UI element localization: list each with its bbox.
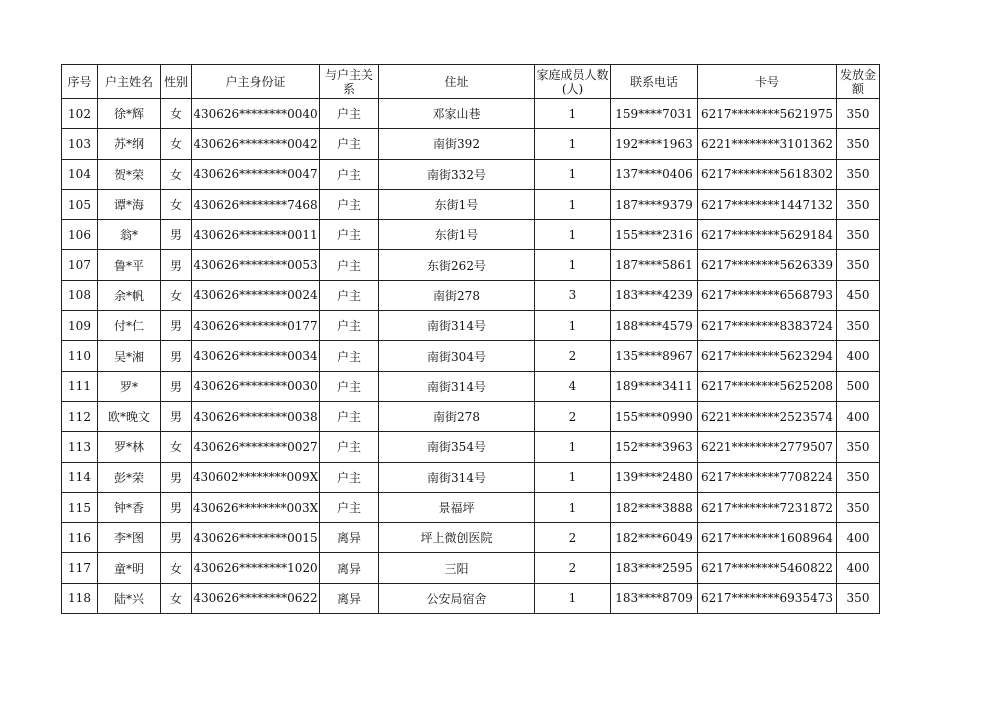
- cell-id: 430626********0011: [192, 220, 320, 250]
- cell-phone: 192****1963: [611, 129, 698, 159]
- cell-member-count: 1: [535, 189, 611, 219]
- cell-card: 6221********2523574: [698, 401, 837, 431]
- cell-address: 东街262号: [379, 250, 535, 280]
- cell-sex: 男: [161, 311, 192, 341]
- cell-id: 430626********0015: [192, 523, 320, 553]
- cell-name: 吴*湘: [98, 341, 161, 371]
- cell-id: 430626********0622: [192, 583, 320, 613]
- cell-address: 景福坪: [379, 492, 535, 522]
- cell-member-count: 2: [535, 553, 611, 583]
- cell-name: 彭*荣: [98, 462, 161, 492]
- table-row: [62, 129, 880, 159]
- header-name: 户主姓名: [98, 65, 161, 99]
- cell-name: 余*帆: [98, 280, 161, 310]
- cell-amount: 350: [837, 129, 880, 159]
- table-row: [62, 371, 880, 401]
- cell-name: 钟*香: [98, 492, 161, 522]
- cell-sex: 男: [161, 492, 192, 522]
- cell-seq: 117: [62, 553, 98, 583]
- cell-name: 苏*纲: [98, 129, 161, 159]
- cell-card: 6217********6935473: [698, 583, 837, 613]
- cell-seq: 113: [62, 432, 98, 462]
- cell-member-count: 2: [535, 401, 611, 431]
- cell-relation: 户主: [320, 129, 379, 159]
- cell-name: 罗*林: [98, 432, 161, 462]
- table-row: [62, 280, 880, 310]
- cell-sex: 女: [161, 159, 192, 189]
- cell-id: 430626********0027: [192, 432, 320, 462]
- cell-seq: 102: [62, 99, 98, 129]
- cell-seq: 106: [62, 220, 98, 250]
- cell-address: 南街314号: [379, 311, 535, 341]
- header-sex: 性别: [161, 65, 192, 99]
- cell-id: 430626********1020: [192, 553, 320, 583]
- cell-card: 6217********5623294: [698, 341, 837, 371]
- cell-address: 邓家山巷: [379, 99, 535, 129]
- cell-relation: 户主: [320, 159, 379, 189]
- cell-phone: 187****5861: [611, 250, 698, 280]
- table-row: [62, 159, 880, 189]
- cell-address: 南街332号: [379, 159, 535, 189]
- cell-address: 南街354号: [379, 432, 535, 462]
- table-row: [62, 341, 880, 371]
- cell-card: 6217********1608964: [698, 523, 837, 553]
- cell-member-count: 1: [535, 492, 611, 522]
- cell-sex: 男: [161, 371, 192, 401]
- cell-amount: 350: [837, 492, 880, 522]
- cell-card: 6217********6568793: [698, 280, 837, 310]
- table-row: [62, 583, 880, 613]
- cell-address: 南街314号: [379, 462, 535, 492]
- cell-phone: 135****8967: [611, 341, 698, 371]
- cell-seq: 107: [62, 250, 98, 280]
- cell-card: 6217********5618302: [698, 159, 837, 189]
- cell-address: 坪上微创医院: [379, 523, 535, 553]
- cell-member-count: 1: [535, 159, 611, 189]
- cell-id: 430626********0042: [192, 129, 320, 159]
- cell-sex: 女: [161, 129, 192, 159]
- cell-name: 鲁*平: [98, 250, 161, 280]
- cell-phone: 137****0406: [611, 159, 698, 189]
- cell-phone: 183****2595: [611, 553, 698, 583]
- cell-seq: 105: [62, 189, 98, 219]
- cell-id: 430602********009X: [192, 462, 320, 492]
- cell-card: 6217********7708224: [698, 462, 837, 492]
- cell-seq: 112: [62, 401, 98, 431]
- cell-address: 南街278: [379, 280, 535, 310]
- cell-card: 6221********3101362: [698, 129, 837, 159]
- cell-member-count: 1: [535, 432, 611, 462]
- cell-phone: 155****0990: [611, 401, 698, 431]
- cell-card: 6217********7231872: [698, 492, 837, 522]
- header-relation: 与户主关系: [320, 65, 379, 99]
- cell-member-count: 2: [535, 523, 611, 553]
- cell-address: 南街278: [379, 401, 535, 431]
- table-row: [62, 99, 880, 129]
- cell-sex: 女: [161, 432, 192, 462]
- cell-relation: 户主: [320, 432, 379, 462]
- cell-phone: 182****6049: [611, 523, 698, 553]
- table-row: [62, 523, 880, 553]
- cell-member-count: 1: [535, 129, 611, 159]
- cell-phone: 139****2480: [611, 462, 698, 492]
- cell-card: 6217********5626339: [698, 250, 837, 280]
- cell-card: 6217********1447132: [698, 189, 837, 219]
- cell-seq: 110: [62, 341, 98, 371]
- cell-relation: 离异: [320, 583, 379, 613]
- cell-sex: 男: [161, 220, 192, 250]
- cell-seq: 118: [62, 583, 98, 613]
- cell-address: 三阳: [379, 553, 535, 583]
- cell-sex: 男: [161, 462, 192, 492]
- cell-amount: 400: [837, 553, 880, 583]
- cell-seq: 111: [62, 371, 98, 401]
- cell-relation: 户主: [320, 99, 379, 129]
- cell-card: 6217********8383724: [698, 311, 837, 341]
- cell-amount: 400: [837, 401, 880, 431]
- cell-sex: 女: [161, 583, 192, 613]
- cell-amount: 400: [837, 523, 880, 553]
- cell-address: 公安局宿舍: [379, 583, 535, 613]
- table-row: [62, 401, 880, 431]
- cell-name: 罗*: [98, 371, 161, 401]
- household-table: [61, 64, 880, 614]
- cell-id: 430626********0053: [192, 250, 320, 280]
- cell-name: 付*仁: [98, 311, 161, 341]
- cell-address: 东街1号: [379, 220, 535, 250]
- table-row: [62, 311, 880, 341]
- cell-amount: 350: [837, 250, 880, 280]
- cell-name: 翁*: [98, 220, 161, 250]
- cell-phone: 183****4239: [611, 280, 698, 310]
- cell-phone: 189****3411: [611, 371, 698, 401]
- cell-relation: 离异: [320, 523, 379, 553]
- header-id: 户主身份证: [192, 65, 320, 99]
- cell-relation: 户主: [320, 220, 379, 250]
- cell-sex: 女: [161, 280, 192, 310]
- cell-relation: 户主: [320, 280, 379, 310]
- cell-id: 430626********003X: [192, 492, 320, 522]
- cell-seq: 115: [62, 492, 98, 522]
- cell-amount: 400: [837, 341, 880, 371]
- table-row: [62, 462, 880, 492]
- cell-member-count: 2: [535, 341, 611, 371]
- cell-phone: 152****3963: [611, 432, 698, 462]
- cell-address: 南街314号: [379, 371, 535, 401]
- cell-seq: 109: [62, 311, 98, 341]
- header-member-count: 家庭成员人数(人): [535, 65, 611, 99]
- cell-member-count: 1: [535, 583, 611, 613]
- cell-relation: 户主: [320, 462, 379, 492]
- cell-amount: 450: [837, 280, 880, 310]
- cell-amount: 350: [837, 462, 880, 492]
- cell-member-count: 1: [535, 311, 611, 341]
- table-row: [62, 189, 880, 219]
- cell-member-count: 3: [535, 280, 611, 310]
- cell-amount: 350: [837, 220, 880, 250]
- cell-relation: 户主: [320, 341, 379, 371]
- cell-amount: 350: [837, 583, 880, 613]
- cell-card: 6221********2779507: [698, 432, 837, 462]
- cell-name: 李*图: [98, 523, 161, 553]
- table-row: [62, 250, 880, 280]
- cell-relation: 户主: [320, 311, 379, 341]
- header-row: [62, 65, 880, 99]
- header-address: 住址: [379, 65, 535, 99]
- cell-id: 430626********0034: [192, 341, 320, 371]
- cell-phone: 155****2316: [611, 220, 698, 250]
- header-phone: 联系电话: [611, 65, 698, 99]
- cell-amount: 350: [837, 99, 880, 129]
- cell-id: 430626********0038: [192, 401, 320, 431]
- cell-id: 430626********0040: [192, 99, 320, 129]
- cell-relation: 户主: [320, 492, 379, 522]
- cell-amount: 350: [837, 189, 880, 219]
- cell-seq: 108: [62, 280, 98, 310]
- cell-sex: 女: [161, 189, 192, 219]
- cell-member-count: 4: [535, 371, 611, 401]
- cell-relation: 户主: [320, 189, 379, 219]
- cell-amount: 350: [837, 311, 880, 341]
- cell-seq: 116: [62, 523, 98, 553]
- cell-card: 6217********5625208: [698, 371, 837, 401]
- cell-phone: 182****3888: [611, 492, 698, 522]
- cell-member-count: 1: [535, 462, 611, 492]
- cell-name: 欧*晚文: [98, 401, 161, 431]
- cell-sex: 女: [161, 99, 192, 129]
- table-row: [62, 432, 880, 462]
- cell-sex: 男: [161, 523, 192, 553]
- cell-name: 徐*辉: [98, 99, 161, 129]
- cell-member-count: 1: [535, 220, 611, 250]
- table-row: [62, 220, 880, 250]
- cell-amount: 350: [837, 159, 880, 189]
- cell-card: 6217********5460822: [698, 553, 837, 583]
- cell-name: 贺*荣: [98, 159, 161, 189]
- cell-member-count: 1: [535, 99, 611, 129]
- cell-member-count: 1: [535, 250, 611, 280]
- cell-sex: 男: [161, 401, 192, 431]
- cell-name: 童*明: [98, 553, 161, 583]
- cell-id: 430626********0024: [192, 280, 320, 310]
- header-amount: 发放金额: [837, 65, 880, 99]
- cell-card: 6217********5629184: [698, 220, 837, 250]
- cell-phone: 159****7031: [611, 99, 698, 129]
- cell-seq: 103: [62, 129, 98, 159]
- cell-relation: 离异: [320, 553, 379, 583]
- cell-relation: 户主: [320, 401, 379, 431]
- cell-name: 谭*海: [98, 189, 161, 219]
- cell-id: 430626********0047: [192, 159, 320, 189]
- table-row: [62, 553, 880, 583]
- table-row: [62, 492, 880, 522]
- cell-phone: 187****9379: [611, 189, 698, 219]
- cell-id: 430626********0030: [192, 371, 320, 401]
- cell-address: 南街392: [379, 129, 535, 159]
- cell-amount: 500: [837, 371, 880, 401]
- cell-sex: 男: [161, 341, 192, 371]
- cell-address: 南街304号: [379, 341, 535, 371]
- header-card: 卡号: [698, 65, 837, 99]
- cell-sex: 女: [161, 553, 192, 583]
- cell-phone: 183****8709: [611, 583, 698, 613]
- cell-address: 东街1号: [379, 189, 535, 219]
- cell-relation: 户主: [320, 371, 379, 401]
- cell-name: 陆*兴: [98, 583, 161, 613]
- cell-relation: 户主: [320, 250, 379, 280]
- cell-seq: 114: [62, 462, 98, 492]
- cell-phone: 188****4579: [611, 311, 698, 341]
- cell-amount: 350: [837, 432, 880, 462]
- cell-seq: 104: [62, 159, 98, 189]
- cell-id: 430626********0177: [192, 311, 320, 341]
- cell-sex: 男: [161, 250, 192, 280]
- cell-card: 6217********5621975: [698, 99, 837, 129]
- header-seq: 序号: [62, 65, 98, 99]
- cell-id: 430626********7468: [192, 189, 320, 219]
